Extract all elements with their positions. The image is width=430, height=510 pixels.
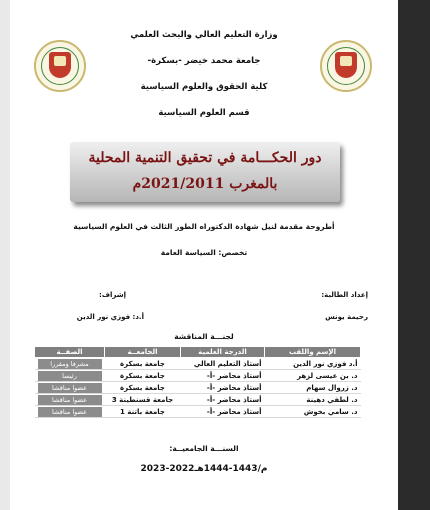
jury-university: جامعة بسكرة bbox=[105, 382, 181, 394]
jury-role-badge: عضوا مناقشا bbox=[38, 407, 102, 417]
supervisor-name: أ.د: فوزي نور الدين bbox=[76, 313, 144, 321]
col-header-rank: الدرجة العلمية bbox=[181, 347, 265, 358]
col-header-university: الجامعــة bbox=[105, 347, 181, 358]
thesis-title-box bbox=[70, 142, 340, 202]
department-name: قسم العلوم السياسية bbox=[158, 108, 250, 118]
table-row bbox=[35, 382, 361, 394]
jury-name: د. لطفي دهينة bbox=[265, 394, 361, 406]
jury-university: جامعة باتنة 1 bbox=[105, 406, 181, 418]
jury-name: د. زروال سهام bbox=[265, 382, 361, 394]
jury-name: د. سامي بخوش bbox=[265, 406, 361, 418]
jury-university: جامعة بسكرة bbox=[105, 370, 181, 382]
jury-table-header bbox=[35, 347, 361, 358]
jury-rank: أستاذ محاضر -أ- bbox=[181, 394, 265, 406]
jury-university: جامعة قسنطينة 3 bbox=[105, 394, 181, 406]
jury-table bbox=[34, 346, 361, 418]
viewer-left-margin bbox=[0, 0, 10, 510]
jury-rank: أستاذ التعليم العالي bbox=[181, 358, 265, 370]
jury-role-badge: عضوا مناقشا bbox=[38, 383, 102, 393]
jury-rank: أستاذ محاضر -أ- bbox=[181, 370, 265, 382]
table-row bbox=[35, 394, 361, 406]
jury-role-badge: عضوا مناقشا bbox=[38, 395, 102, 405]
jury-name: د. بن عيسى لزهر bbox=[265, 370, 361, 382]
thesis-specialty: تخصص: السياسة العامة bbox=[160, 248, 248, 257]
thesis-title-line2: بالمغرب 2021/2011م bbox=[132, 176, 278, 192]
thesis-subtitle: أطروحة مقدمة لنيل شهادة الدكتوراه الطور الثالث في العلوم السياسية bbox=[73, 222, 335, 231]
table-row bbox=[35, 370, 361, 382]
academic-year-value: 2023-2022م/1443-1444هـ bbox=[140, 464, 268, 474]
jury-rank: أستاذ محاضر -أ- bbox=[181, 382, 265, 394]
faculty-name: كلية الحقوق والعلوم السياسية bbox=[140, 82, 268, 92]
jury-role-badge: رئيسا bbox=[38, 371, 102, 381]
jury-name: أ.د فوزي نور الدين bbox=[265, 358, 361, 370]
col-header-role: الصفــة bbox=[35, 347, 105, 358]
jury-university: جامعة بسكرة bbox=[105, 358, 181, 370]
thesis-title-line1: دور الحكـــامة في تحقيق التنمية المحلية bbox=[88, 150, 322, 166]
viewer-scrollbar-track[interactable] bbox=[398, 0, 430, 510]
student-name: رحيمة يونس bbox=[325, 313, 368, 321]
jury-rank: أستاذ محاضر -أ- bbox=[181, 406, 265, 418]
supervisor-label: إشراف: bbox=[99, 291, 126, 299]
student-label: إعداد الطالبة: bbox=[321, 291, 368, 299]
col-header-name: الإسم واللقب bbox=[265, 347, 361, 358]
ministry-name: وزارة التعليم العالي والبحث العلمي bbox=[130, 30, 278, 40]
table-row bbox=[35, 406, 361, 418]
university-name: جامعة محمد خيضر -بسكرة- bbox=[147, 56, 261, 66]
jury-role-badge: مشرفا ومقررا bbox=[38, 359, 102, 369]
jury-heading: لجنـــة المناقشة bbox=[174, 332, 234, 341]
table-row bbox=[35, 358, 361, 370]
document-page bbox=[10, 0, 398, 510]
academic-year-label: السنـــة الجامعيــة: bbox=[169, 444, 239, 453]
